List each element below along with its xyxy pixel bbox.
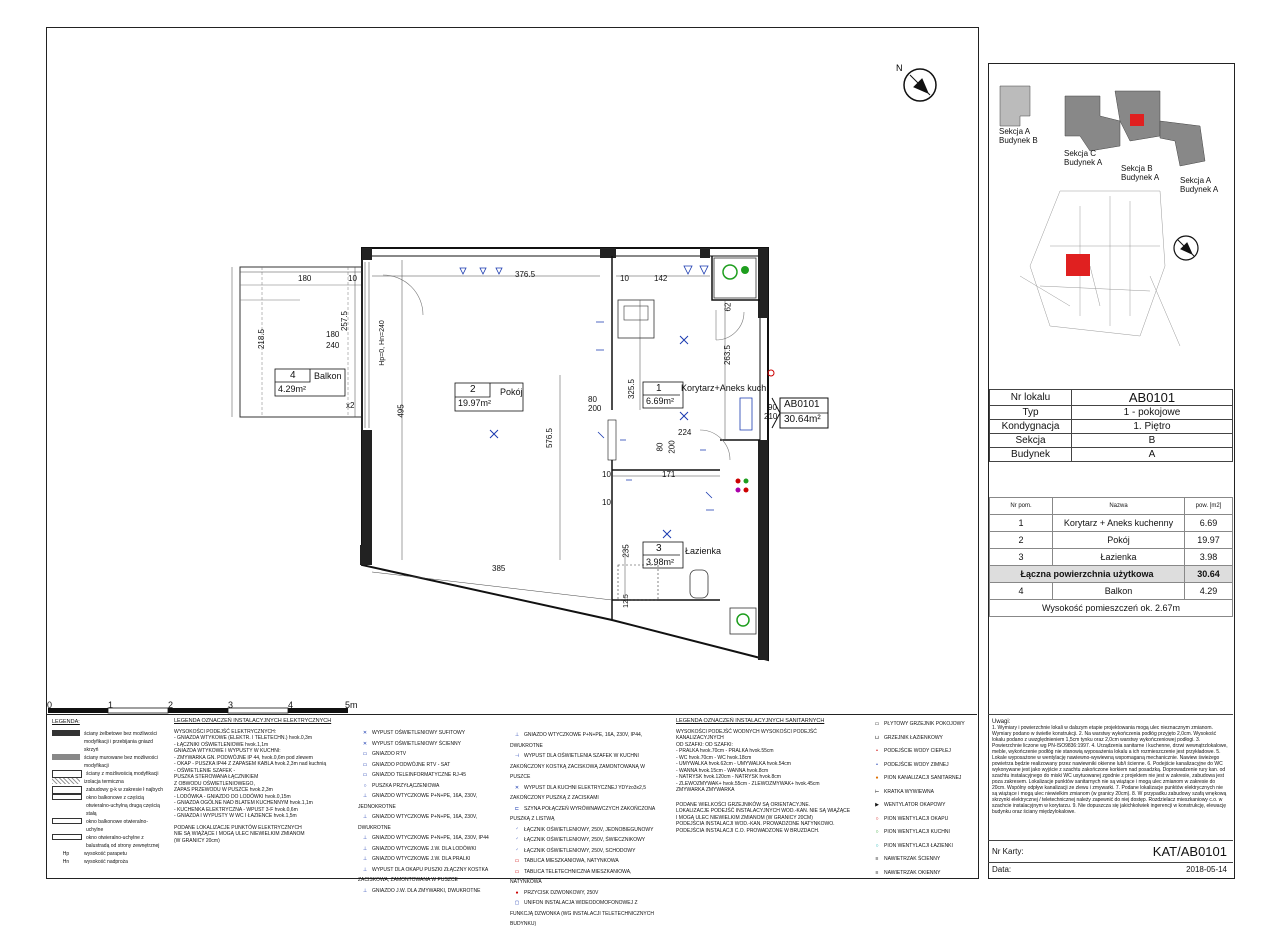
- bath-radiator-icon: ⊔: [875, 734, 879, 741]
- legend-elec-symbols-2: [510, 730, 660, 930]
- room-area: 3.98: [1185, 549, 1233, 566]
- legend-line: GNIAZDA WTYKOWE I WYPUSTY W KUCHNI:: [174, 748, 281, 754]
- info-key: Typ: [990, 406, 1072, 420]
- info-value: B: [1072, 434, 1233, 448]
- legend-item: wysokość parapetu: [84, 851, 127, 857]
- info-value: 1. Piętro: [1072, 420, 1233, 434]
- card-number-row: [988, 840, 1233, 863]
- legend-line: (W GRANICY 20cm): [174, 837, 220, 844]
- dim-label: 90: [768, 403, 777, 412]
- room-number-lazienka: 3: [656, 543, 662, 554]
- info-row: [990, 434, 1233, 448]
- legend-symbol-label: KRATKA WYWIEWNA: [884, 788, 934, 795]
- legend-symbol-label: GNIAZDO WTYCZKOWE P+N+PE, 16A, 230V, IP44, DWUKROTNE: [510, 732, 643, 749]
- room-area-korytarz: 6.69m²: [646, 396, 675, 406]
- sat-socket-icon: ▭: [362, 761, 368, 768]
- legend-line: WYSOKOŚCI PODEJŚĆ ELEKTRYCZNYCH:: [174, 728, 277, 735]
- room-nr: 2: [990, 532, 1053, 549]
- dim-label: 325.5: [627, 378, 637, 400]
- info-key: Nr lokalu: [990, 390, 1072, 406]
- info-row: [990, 406, 1233, 420]
- fridge-socket-icon: ⊥: [362, 845, 368, 852]
- legend-line: - GNIAZDA I WYPUSTY W WC I ŁAZIENCE hvok.1,5m: [174, 813, 297, 819]
- legend-symbol-label: WYPUST DLA OKAPU PUSZKI ZŁĄCZNY KOSTKA ZACISKOWA, ZAMONTOWANA W PUSZCE: [358, 866, 488, 883]
- chandelier-switch-icon: ᐟ: [515, 837, 519, 843]
- table-header: Nr pom.: [990, 498, 1053, 515]
- legend-line: - OŚWIETLENIE SZAFEK -: [174, 767, 236, 774]
- room-number-pokoj: 2: [470, 384, 476, 395]
- dim-label: 180: [298, 274, 312, 283]
- room-name: Pokój: [1053, 532, 1185, 549]
- info-key: Kondygnacja: [990, 420, 1072, 434]
- hood-outlet-icon: ⊥: [362, 866, 368, 873]
- keyplan-label: Sekcja A Budynek A: [1180, 176, 1219, 194]
- dim-label: 80: [588, 395, 597, 404]
- legend-line: - GNIAZDA WTYKOWE (ELEKTR. I TELETECHN.) hvok.0,3m: [174, 735, 312, 741]
- unit-tag-area: 30.64m²: [784, 414, 821, 425]
- height-row: [990, 600, 1233, 617]
- room-area-lazienka: 3.98m²: [646, 557, 675, 567]
- legend-item: ściany murowane bez możliwości modyfikacji: [84, 755, 158, 769]
- total-area: 30.64: [1185, 566, 1233, 583]
- info-row: [990, 390, 1233, 406]
- legend-line: - ŁĄCZNIKI OŚWIETLENIOWE hvok.1,1m: [174, 741, 269, 748]
- telecom-board-icon: ▭: [514, 868, 520, 875]
- legend-item: okno otwieralno-uchylne z balustradą od strony zewnętrznej: [86, 835, 160, 849]
- scale-tick: 4: [288, 700, 294, 710]
- table-header: Nazwa: [1053, 498, 1185, 515]
- dim-label: 200: [588, 404, 602, 413]
- legend-symbol-label: NAWIETRZAK OKIENNY: [884, 869, 941, 876]
- dim-label: 385: [492, 564, 506, 573]
- legend-symbol-label: GNIAZDO WTYCZKOWE P+N+PE, 16A, 230V, IP44: [372, 835, 489, 841]
- data-socket-icon: ▭: [362, 772, 368, 778]
- scale-tick: 0: [47, 700, 53, 710]
- rtv-socket-icon: ▭: [362, 751, 368, 757]
- legend-symbol-label: PŁYTOWY GRZEJNIK POKOJOWY: [884, 721, 965, 727]
- info-value: A: [1072, 448, 1233, 462]
- table-header: pow. [m2]: [1185, 498, 1233, 515]
- legend-symbol-label: GNIAZDO WTYCZKOWE J.W. DLA LODÓWKI: [372, 845, 477, 852]
- legend-walls: [52, 718, 164, 866]
- scale-tick: 1: [108, 700, 114, 710]
- notes-box: [988, 714, 1233, 841]
- legend-symbol-label: WENTYLATOR OKAPOWY: [884, 802, 946, 808]
- scale-tick: 3: [228, 700, 234, 710]
- total-label: Łączna powierzchnia użytkowa: [990, 566, 1185, 583]
- legend-line: Z OBWODU OŚWIETLENIOWEGO,: [174, 780, 255, 787]
- hood-fan-icon: ▶: [875, 802, 879, 808]
- room-name: Korytarz + Aneks kuchenny: [1053, 515, 1185, 532]
- double-socket-icon: ⊥: [362, 814, 368, 820]
- legend-line: ZAPAS PRZEWODU W PUSZCE hvok.2,3m: [174, 787, 273, 793]
- legend-line: - WC hvok.70cm - WC hvok.18cm: [676, 754, 752, 761]
- hood-vent-riser-icon: ○: [875, 815, 879, 822]
- notes-text: 1. Wymiary i powierzchnie lokali w dalszym etapie projektowania mogą ulec nieznacznym zmianom. Wymiary podano w świetle konstrukcji. 2. Na warstwy wykończenia podłóg przyjęto 2,0cm. Wysokość lokalu podano z uwzględnieniem 1,5cm tynku oraz 2,0cm warstwy wykończeniowej podłogi. 3. Powierzchnie liczone wg PN-ISO9836:1997. 4. Urządzenia sanitarne i kuchenne, drzwi wewnątrzlokalowe, meble, wykończenie podłóg nie stanowią wyposażenia lokalu a ich rozmieszczenie jest przykładowe. 5. Lokale wyposażone w wentylację nawiewno-wywiewną wspomaganą mechanicznie. Nawiew świeżego powietrza będzie realizowany przez nawiewniki okienne lub/i ścienne. 6. Podejście kanalizacyjne do WC wykonywane jest jako wyjście z szachtu zakończone korkiem nad posadzką. Doprowadzenie rury kan. od szachtu instalacyjnego do miski WC usytuowanej zgodnie z projektem nie jest w zakresie, zabudowa jest poza zakresem. Lokalizacje punktów sanitarnych nie są wiążące i mogą ulec zmianom w zakresie do 20cm. Wspólny odpływ kanalizacji ze zlewu i zmywarki. 7. Podane lokalizacje punktów elektrycznych nie są wiążące i mogą ulec niewielkim zmianom (w granicy 20cm). 8. W przypadku zabudowy szafą wnękową skrzynki elektrycznej / teletechnicznej należy zapewnić do niej dostęp. Rozdzielacz mieszkaniowy c.o. w szachcie instalacyjnym w korytarzu. 9. Nie dopuszcza się jakichkolwiek ingerencji w konstrukcję, elewację budynku oraz ściany międzylokalowe.: [992, 725, 1228, 815]
- legend-abbr: Hn: [62, 859, 70, 865]
- legend-line: OD SZAFKI: OD SZAFKI:: [676, 741, 733, 748]
- legend-symbol-label: GNIAZDO TELEINFORMATYCZNE RJ-45: [372, 772, 466, 778]
- dim-label: 257.5: [340, 310, 350, 332]
- sewer-riser-icon: ●: [875, 775, 879, 781]
- info-value: AB0101: [1072, 390, 1233, 406]
- legend-symbol-label: WYPUST OŚWIETLENIOWY ŚCIENNY: [372, 740, 461, 747]
- switch-icon: ᐟ: [515, 826, 519, 833]
- legend-item: izolacja termiczna: [84, 779, 124, 785]
- legend-symbol-label: ŁĄCZNIK OŚWIETLENIOWY, 250V, JEDNOBIEGUNOWY: [524, 826, 654, 833]
- window-vent-icon: ≡: [875, 869, 879, 876]
- scale-tick: 5m: [345, 700, 358, 710]
- legend-symbol-label: SZYNA POŁĄCZEŃ WYRÓWNAWCZYCH ZAKOŃCZONA PUSZKĄ Z LISTWĄ: [510, 805, 655, 822]
- legend-line: - ZMYWARKA GN. PODWÓJNE IP 44, hvok.0,6m pod zlewem: [174, 754, 313, 761]
- keyplan-label: Sekcja C Budynek A: [1064, 149, 1103, 167]
- legend-symbol-label: TABLICA TELETECHNICZNA MIESZKANIOWA, NATYNKOWA: [510, 868, 632, 885]
- legend-symbol-label: GNIAZDO WTYCZKOWE P+N+PE, 16A, 230V, DWUKROTNE: [358, 814, 478, 831]
- legend-symbol-label: GRZEJNIK ŁAZIENKOWY: [884, 734, 943, 741]
- legend-item: ściany z możliwością modyfikacji: [86, 771, 159, 777]
- legend-sanitary-title: LEGENDA OZNACZEŃ INSTALACYJNYCH SANITARNYCH: [676, 718, 825, 724]
- dim-label: 10: [620, 274, 629, 283]
- bath-vent-riser-icon: ○: [875, 842, 879, 849]
- dim-label: 210: [764, 412, 778, 421]
- dim-label: 171: [662, 470, 676, 479]
- dishwasher-socket-icon: ⊥: [362, 887, 368, 894]
- room-number-korytarz: 1: [656, 383, 662, 394]
- radiator-icon: ▭: [874, 721, 880, 727]
- legend-item: okno balkonowe z częścią otwieralno-uchylną drugą częścią stałą: [86, 795, 160, 817]
- stair-switch-icon: ᐟ: [515, 847, 519, 854]
- legend-symbol-label: PODEJŚCIE WODY CIEPŁEJ: [884, 748, 951, 754]
- dim-label: 240: [326, 341, 340, 350]
- dim-label: 10: [348, 274, 357, 283]
- legend-item: okno balkonowe otwieralno-uchylne: [86, 819, 148, 833]
- rooms-table: [989, 497, 1233, 617]
- legend-symbol-label: ŁĄCZNIK OŚWIETLENIOWY, 250V, ŚWIECZNIKOWY: [524, 837, 646, 843]
- intercom-icon: ▢: [514, 900, 520, 906]
- bonding-bar-icon: ⊏: [514, 805, 520, 812]
- legend-item: ściany żelbetowe bez możliwości modyfikacji i przebijania gniazd skrzyń: [84, 731, 158, 753]
- legend-symbol-label: TABLICA MIESZKANIOWA, NATYNKOWA: [524, 858, 619, 864]
- washer-socket-icon: ⊥: [362, 856, 368, 862]
- legend-symbol-label: PION WENTYLACJI KUCHNI: [884, 829, 950, 835]
- legend-line: - UMYWALKA hvok.62cm - UMYWALKA hvok.54cm: [676, 761, 791, 767]
- room-name-balcony: Balkon: [314, 371, 342, 381]
- socket-icon: ⊥: [362, 793, 368, 799]
- legend-line: PODEJŚCIA INSTALACJI WOD.-KAN. PROWADZONE NATYNKOWO.: [676, 821, 835, 827]
- room-area-balcony: 4.29m²: [278, 384, 307, 394]
- legend-symbol-label: PION WENTYLACJI OKAPU: [884, 815, 949, 822]
- legend-symbol-label: PRZYCISK DZWONKOWY, 250V: [524, 889, 599, 896]
- dim-label: 495: [396, 404, 406, 418]
- room-name-korytarz: Korytarz+Aneks kuch.: [681, 383, 769, 393]
- unit-tag-code: AB0101: [784, 399, 820, 410]
- room-nr: 1: [990, 515, 1053, 532]
- legend-symbol-label: WYPUST DLA OŚWIETLENIA SZAFEK W KUCHNI ZAKOŃCZONY KOSTKĄ ZACISKOWĄ ZAMONTOWANĄ W PUSZCE: [510, 753, 645, 780]
- distribution-board-icon: ▭: [514, 858, 520, 864]
- legend-line: - OKAP - PUSZKA IP44 Z ZAPASEM KABLA hvok.2,3m nad kuchnią: [174, 761, 327, 767]
- dim-label: 10: [602, 498, 611, 507]
- key-plan: [990, 66, 1232, 386]
- legend-walls-title: LEGENDA:: [52, 719, 80, 725]
- wall-vent-icon: ≡: [875, 856, 879, 862]
- legend-sanitary-symbols: [870, 718, 974, 880]
- room-nr: 3: [990, 549, 1053, 566]
- legend-item: wysokość nadproża: [84, 859, 128, 865]
- doorbell-icon: ●: [515, 889, 519, 896]
- compass-n: N: [896, 63, 903, 73]
- legend-symbol-label: GNIAZDO PODWÓJNE RTV - SAT: [372, 761, 451, 768]
- stove-outlet-icon: ✕: [514, 784, 520, 791]
- date-row: [988, 862, 1233, 877]
- date-label: Data:: [992, 865, 1012, 874]
- wall-lamp-icon: ✕: [362, 740, 368, 747]
- legend-line: PODANE WIELKOŚCI GRZEJNIKÓW SĄ ORIENTACYJNE.: [676, 801, 811, 808]
- cabinet-light-icon: ⊣: [514, 753, 520, 759]
- legend-symbol-label: PION WENTYLACJI ŁAZIENKI: [884, 842, 953, 849]
- date-value: 2018-05-14: [1186, 865, 1227, 874]
- unit-info-table: [989, 389, 1233, 462]
- lamp-icon: ✕: [362, 730, 368, 736]
- table-header-row: [990, 498, 1233, 515]
- dim-label: 224: [678, 428, 692, 437]
- legend-line: - WANNA hvok.15cm - WANNA hvok.8cm: [676, 767, 769, 774]
- hot-water-icon: •: [876, 748, 878, 754]
- dim-label: Hp=0, Hn=240: [378, 320, 386, 366]
- legend-line: - NATRYSK hvok.120cm - NATRYSK hvok.8cm: [676, 774, 781, 780]
- kitchen-vent-riser-icon: ○: [875, 829, 879, 835]
- legend-line: - LODÓWKA - GNIAZDO DO LODÓWKI hvok.0,15m: [174, 793, 291, 800]
- legend-symbol-label: UNIFON INSTALACJA WIDEODOMOFONOWEJ Z FUNKCJĄ DZWONKA (WG INSTALACJI TELETECHNICZNYCH BUDYNKU): [510, 900, 654, 927]
- scale-tick: 2: [168, 700, 174, 710]
- notes-title: Uwagi:: [992, 719, 1011, 725]
- room-name: Łazienka: [1053, 549, 1185, 566]
- dim-label: x2: [346, 401, 355, 410]
- room-name: Balkon: [1053, 583, 1185, 600]
- total-row: [990, 566, 1233, 583]
- ip44-double-socket-icon: ⊥: [514, 732, 520, 738]
- legend-sanitary: [676, 718, 866, 834]
- legend-line: ZMYWARKA ZMYWARKA: [676, 787, 735, 793]
- keyplan-label: Sekcja B Budynek A: [1121, 164, 1160, 182]
- info-value: 1 - pokojowe: [1072, 406, 1233, 420]
- dim-label: 376.5: [515, 270, 536, 279]
- legend-item: zabudowy g-k w zakresie ł najbych: [86, 787, 163, 793]
- room-area-pokoj: 19.97m²: [458, 398, 492, 408]
- legend-elec-symbols: [358, 728, 500, 896]
- legend-line: I MOGĄ ULEC NIEWIELKIM ZMIANOM (W GRANICY 20CM): [676, 814, 813, 821]
- dim-label: 200: [667, 440, 677, 454]
- dim-label: 218.5: [257, 328, 267, 350]
- dim-label: 235: [621, 544, 631, 558]
- legend-line: - KUCHENKA ELEKTRYCZNA - WPUST 3-F hvok.0,6m: [174, 806, 298, 813]
- card-number-label: Nr Karty:: [992, 847, 1024, 856]
- legend-line: - GNIAZDA OGÓLNE NAD BLATEM KUCHENNYM hvok.1,1m: [174, 800, 313, 806]
- exhaust-grille-icon: ⊢: [874, 788, 880, 795]
- info-row: [990, 448, 1233, 462]
- legend-line: PODEJŚCIA INSTALACJI C.O. PROWADZONE W BRUZDACH.: [676, 827, 820, 834]
- table-row: [990, 532, 1233, 549]
- room-height: Wysokość pomieszczeń ok. 2.67m: [990, 600, 1233, 617]
- junction-box-icon: ○: [363, 782, 367, 789]
- dim-label: 263.5: [723, 344, 733, 366]
- legend-elec-title: LEGENDA OZNACZEŃ INSTALACYJNYCH ELEKTRYCZNYCH: [174, 718, 332, 724]
- room-number-balcony: 4: [290, 370, 296, 381]
- dim-label: 80: [655, 442, 665, 452]
- legend-line: - ZLEWOZMYWAK+ hvok.55cm - ZLEWOZMYWAK+ hvok.45cm: [676, 780, 820, 787]
- info-key: Budynek: [990, 448, 1072, 462]
- legend-symbol-label: GNIAZDO WTYCZKOWE P+N+PE, 16A, 230V, JEDNOKROTNE: [358, 793, 478, 810]
- legend-line: PUSZKA STEROWANA ŁĄCZNIKIEM: [174, 774, 259, 780]
- legend-line: WYSOKOŚCI PODEJŚĆ WODNYCH WYSOKOŚCI PODEJŚĆ KANALIZACYJNYCH: [676, 728, 817, 741]
- legend-symbol-label: WYPUST OŚWIETLENIOWY SUFITOWY: [372, 730, 466, 736]
- dim-label: 12.5: [622, 594, 630, 608]
- card-number: KAT/AB0101: [1152, 844, 1227, 859]
- legend-symbol-label: ŁĄCZNIK OŚWIETLENIOWY, 250V, SCHODOWY: [524, 847, 636, 854]
- info-key: Sekcja: [990, 434, 1072, 448]
- dim-label: 142: [654, 274, 668, 283]
- legend-line: LOKALIZACJE PODEJŚĆ INSTALACYJNYCH WOD.-KAN. NIE SĄ WIĄŻĄCE: [676, 808, 851, 814]
- legend-symbol-label: WYPUST DLA KUCHNI ELEKTRYCZNEJ YDYżo3x2,5 ZAKOŃCZONY PUSZKĄ Z ZACISKAMI: [510, 784, 646, 801]
- room-nr: 4: [990, 583, 1053, 600]
- compass-icon: [896, 63, 936, 101]
- room-name-pokoj: Pokój: [500, 387, 523, 397]
- dim-label: 180: [326, 330, 340, 339]
- table-row: [990, 583, 1233, 600]
- legend-symbol-label: GNIAZDO WTYCZKOWE J.W. DLA PRALKI: [372, 856, 471, 862]
- info-row: [990, 420, 1233, 434]
- legend-line: NIE SĄ WIĄŻĄCE I MOGĄ ULEC NIEWIELKIM ZMIANOM: [174, 831, 305, 837]
- legend-line: PODANE LOKALIZACJE PUNKTÓW ELEKTRYCZNYCH: [174, 824, 302, 831]
- room-area: 6.69: [1185, 515, 1233, 532]
- legend-symbol-label: NAWIETRZAK ŚCIENNY: [884, 856, 941, 862]
- dim-label: 62: [723, 302, 733, 312]
- legend-symbol-label: PODEJŚCIE WODY ZIMNEJ: [884, 761, 949, 768]
- room-name-lazienka: Łazienka: [685, 546, 722, 556]
- room-area: 19.97: [1185, 532, 1233, 549]
- ip44-socket-icon: ⊥: [362, 835, 368, 841]
- dim-label: 10: [602, 470, 611, 479]
- legend-symbol-label: GNIAZDO RTV: [372, 751, 407, 757]
- table-row: [990, 549, 1233, 566]
- legend-line: - PRALKA hvok.70cm - PRALKA hvok.55cm: [676, 748, 774, 754]
- legend-symbol-label: GNIAZDO J.W. DLA ZMYWARKI, DWUKROTNE: [372, 887, 481, 894]
- legend-symbol-label: PION KANALIZACJI SANITARNEJ: [884, 775, 962, 781]
- dim-label: 576.5: [545, 427, 555, 449]
- legend-symbol-label: PUSZKA PRZYŁĄCZENIOWA: [372, 782, 440, 789]
- legend-abbr: Hp: [62, 851, 70, 857]
- keyplan-label: Sekcja A Budynek B: [999, 127, 1038, 145]
- cold-water-icon: •: [876, 761, 878, 768]
- legend-elec-heights: [174, 718, 354, 844]
- room-area: 4.29: [1185, 583, 1233, 600]
- table-row: [990, 515, 1233, 532]
